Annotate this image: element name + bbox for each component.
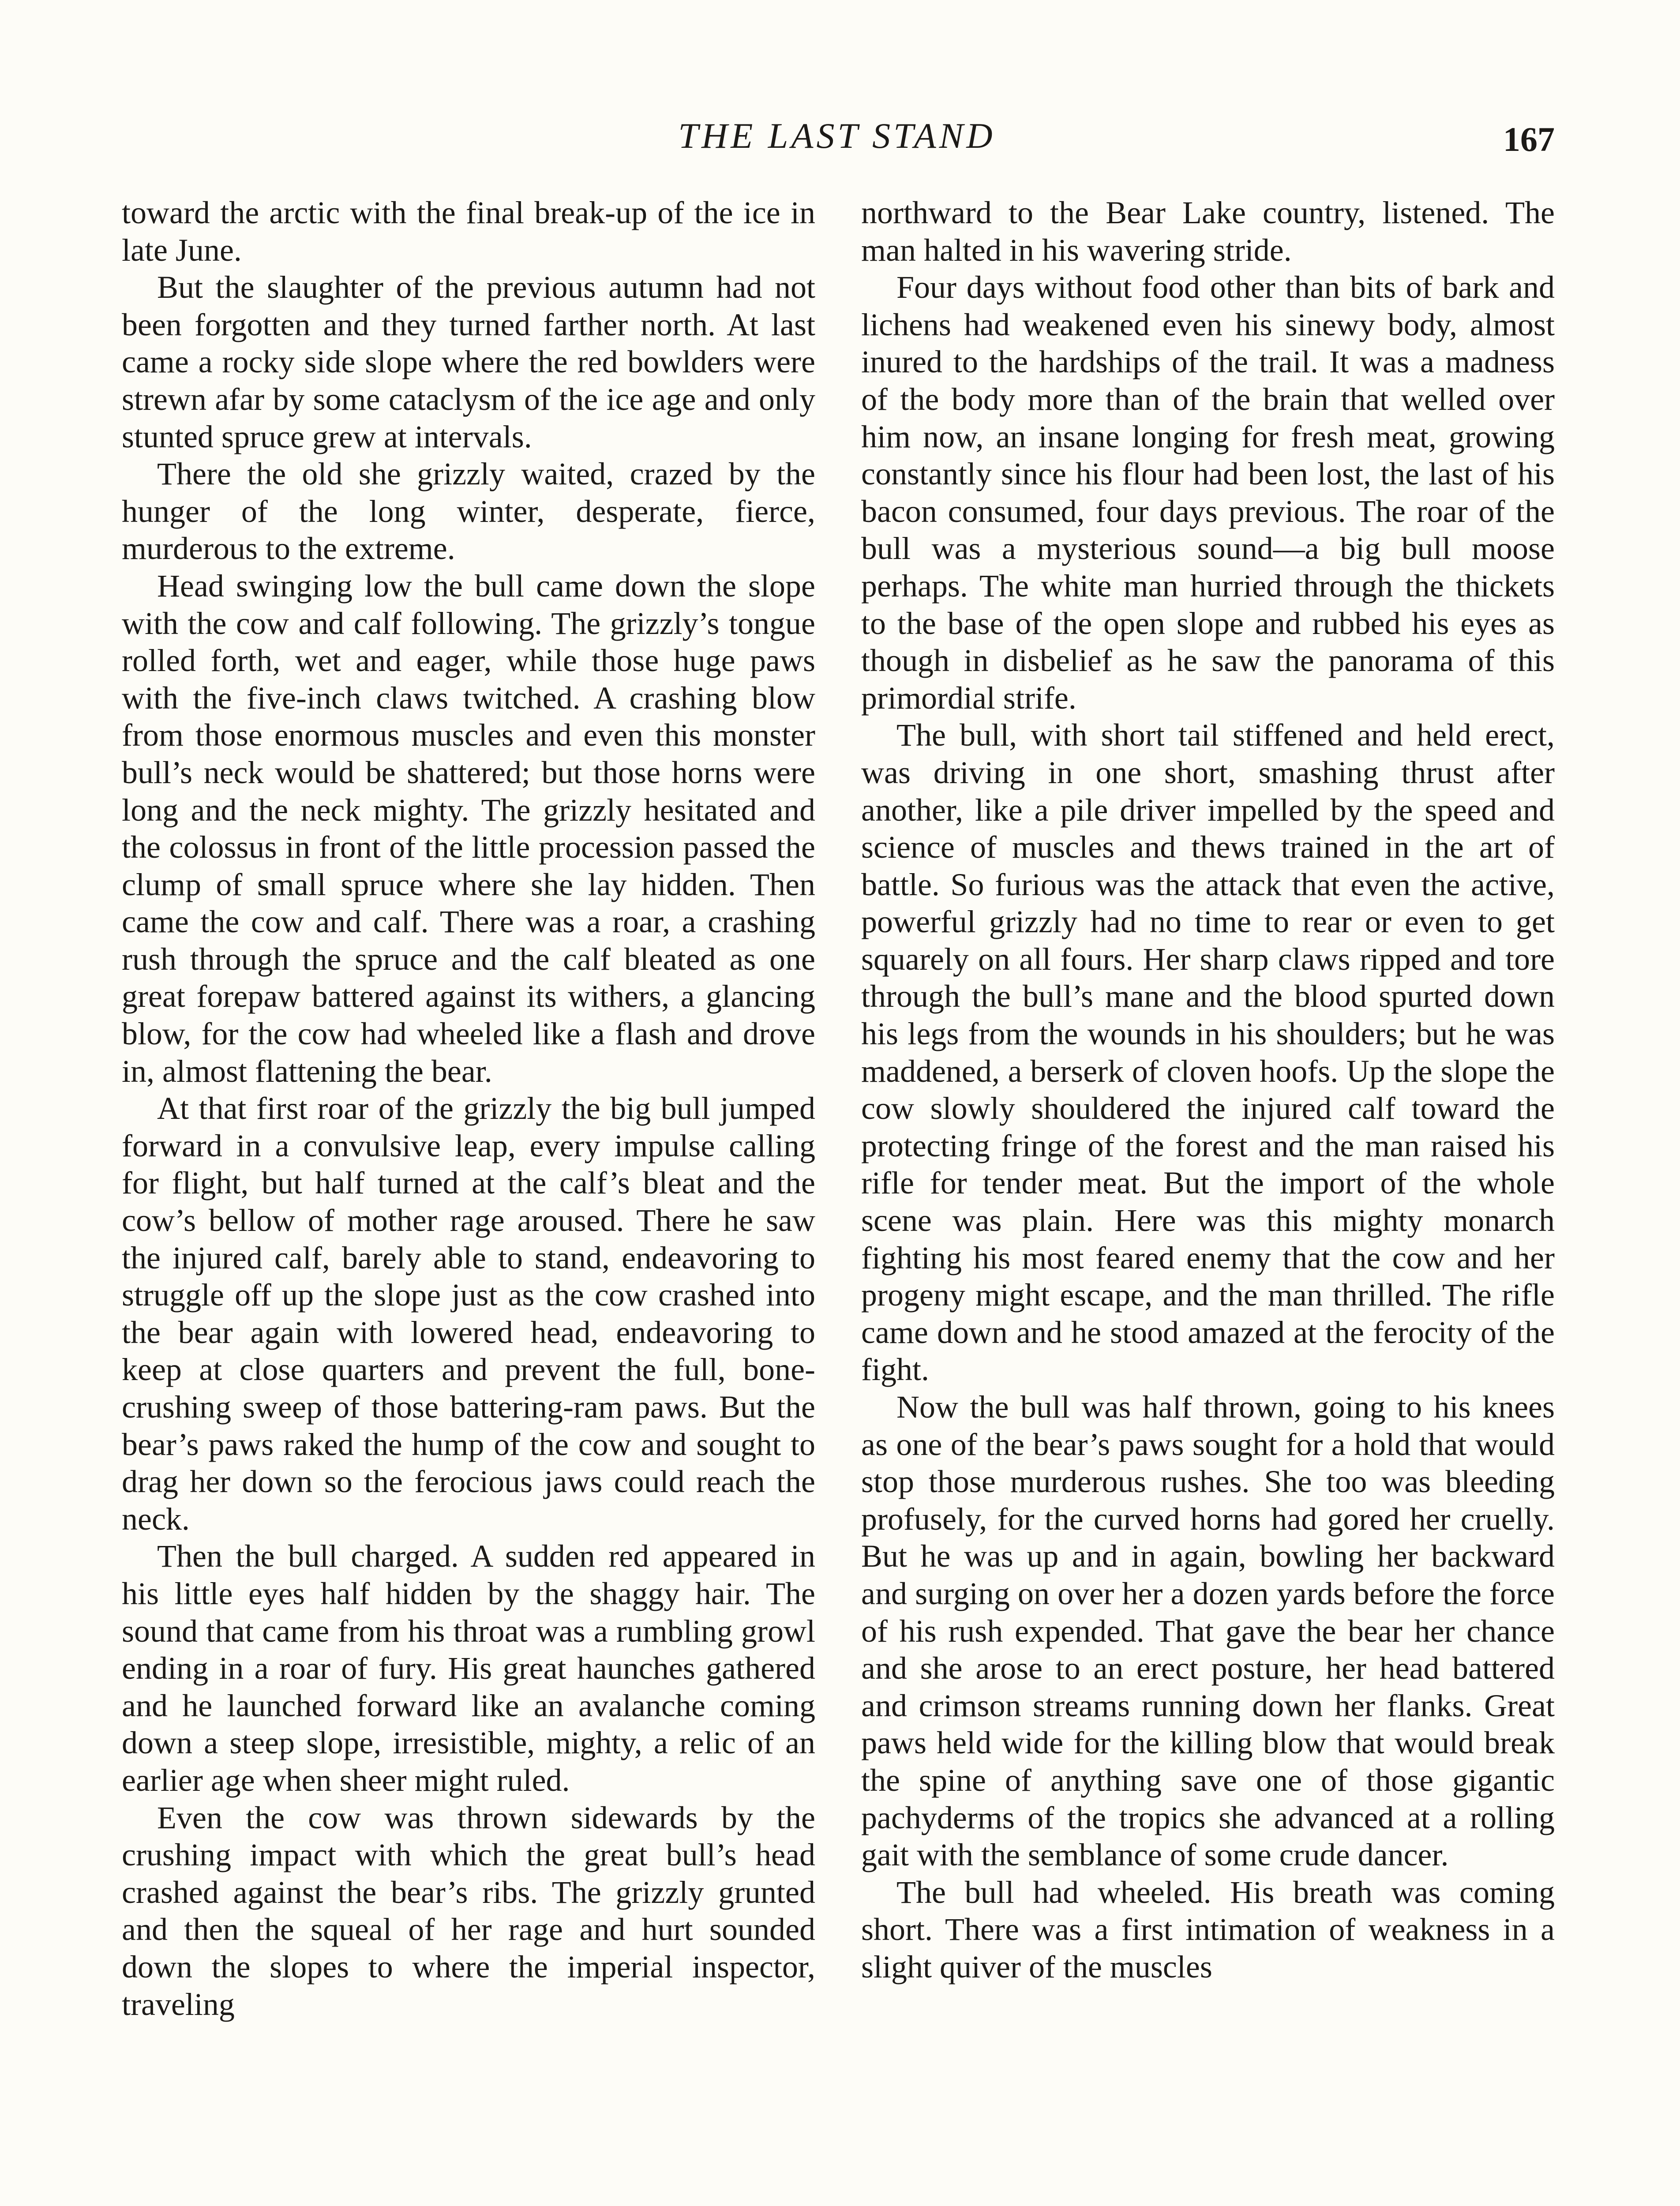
paragraph: Even the cow was thrown sidewards by the crushing impact with which the great bull’s head crashed against the bear’s ribs. The grizzly grunted and then the squeal of her rage and hurt sounded down the slopes to where the imperial inspector, traveling	[122, 1800, 815, 2022]
paragraph: The bull, with short tail stiffened and held erect, was driving in one short, smashing thrust after another, like a pile driver impelled by the speed and science of muscles and thews trained in the art of battle. So furious was the attack that even the active, powerful grizzly had no time to rear or even to get squarely on all fours. Her sharp claws ripped and tore through the bull’s mane and the blood spurted down his legs from the wounds in his shoulders; but he was maddened, a berserk of cloven hoofs. Up the slope the cow slowly shouldered the injured calf toward the protecting fringe of the forest and the man raised his rifle for tender meat. But the import of the whole scene was plain. Here was this mighty monarch fighting his most feared enemy that the cow and her progeny might escape, and the man thrilled. The rifle came down and he stood amazed at the ferocity of the fight.	[861, 717, 1555, 1388]
left-column	[122, 194, 815, 2206]
paragraph: northward to the Bear Lake country, listened. The man halted in his wavering stride.	[861, 195, 1555, 268]
paragraph: Four days without food other than bits of bark and lichens had weakened even his sinewy body, almost inured to the hardships of the trail. It was a madness of the body more than of the brain that welled over him now, an insane longing for fresh meat, growing constantly since his flour had been lost, the last of his bacon consumed, four days previous. The roar of the bull was a mysterious sound—a big bull moose perhaps. The white man hurried through the thickets to the base of the open slope and rubbed his eyes as though in disbelief as he saw the panorama of this primordial strife.	[861, 270, 1555, 716]
text-columns	[122, 194, 1555, 2206]
paragraph: There the old she grizzly waited, crazed by the hunger of the long winter, desperate, fierce, murderous to the extreme.	[122, 456, 815, 567]
right-column	[861, 194, 1555, 2206]
paragraph: But the slaughter of the previous autumn had not been forgotten and they turned farther north. At last came a rocky side slope where the red bowlders were strewn afar by some cataclysm of the ice age and only stunted spruce grew at intervals.	[122, 270, 815, 454]
paragraph: The bull had wheeled. His breath was coming short. There was a first intimation of weakness in a slight quiver of the muscles	[861, 1874, 1555, 1985]
paragraph: toward the arctic with the final break-up of the ice in late June.	[122, 195, 815, 268]
page-number: 167	[1503, 120, 1555, 158]
paragraph: Head swinging low the bull came down the slope with the cow and calf following. The grizzly’s tongue rolled forth, wet and eager, while those huge paws with the five-inch claws twitched. A crashing blow from those enormous muscles and even this monster bull’s neck would be shattered; but those horns were long and the neck mighty. The grizzly hesitated and the colossus in front of the little procession passed the clump of small spruce where she lay hidden. Then came the cow and calf. There was a roar, a crashing rush through the spruce and the calf bleated as one great forepaw battered against its withers, a glancing blow, for the cow had wheeled like a flash and drove in, almost flattening the bear.	[122, 568, 815, 1089]
paragraph: At that first roar of the grizzly the big bull jumped forward in a convulsive leap, every impulse calling for flight, but half turned at the calf’s bleat and the cow’s bellow of mother rage aroused. There he saw the injured calf, barely able to stand, endeavoring to struggle off up the slope just as the cow crashed into the bear again with lowered head, endeavoring to keep at close quarters and prevent the full, bone-crushing sweep of those battering-ram paws. But the bear’s paws raked the hump of the cow and sought to drag her down so the ferocious jaws could reach the neck.	[122, 1091, 815, 1537]
paragraph: Now the bull was half thrown, going to his knees as one of the bear’s paws sought for a hold that would stop those murderous rushes. She too was bleeding profusely, for the curved horns had gored her cruelly. But he was up and in again, bowling her backward and surging on over her a dozen yards before the force of his rush expended. That gave the bear her chance and she arose to an erect posture, her head battered and crimson streams running down her flanks. Great paws held wide for the killing blow that would break the spine of anything save one of those gigantic pachyderms of the tropics she advanced at a rolling gait with the semblance of some crude dancer.	[861, 1389, 1555, 1873]
running-title: THE LAST STAND	[678, 116, 996, 156]
paragraph: Then the bull charged. A sudden red appeared in his little eyes half hidden by the shaggy hair. The sound that came from his throat was a rumbling growl ending in a roar of fury. His great haunches gathered and he launched forward like an avalanche coming down a steep slope, irresistible, mighty, a relic of an earlier age when sheer might ruled.	[122, 1538, 815, 1798]
page-header	[119, 109, 1555, 171]
